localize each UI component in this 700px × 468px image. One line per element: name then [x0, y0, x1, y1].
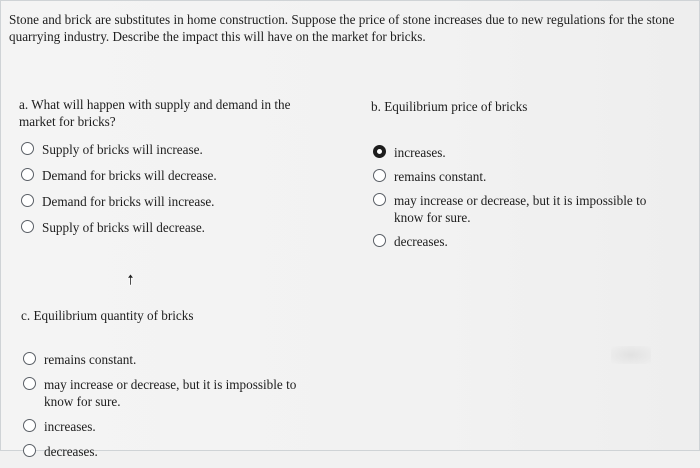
radio-button-icon[interactable] [23, 377, 36, 390]
screen-glare [611, 346, 651, 364]
part-a-option-2[interactable] [21, 167, 217, 193]
part-a-option-1[interactable] [21, 141, 217, 167]
radio-button-icon[interactable] [373, 234, 386, 247]
radio-button-icon[interactable] [21, 220, 34, 233]
radio-button-icon[interactable] [23, 419, 36, 432]
part-c-option-4[interactable] [23, 443, 314, 460]
part-c-title: c. Equilibrium quantity of bricks [21, 308, 194, 323]
part-a-option-3[interactable] [21, 193, 217, 219]
option-label: remains constant. [394, 169, 487, 184]
part-a-option-4[interactable] [21, 219, 217, 245]
option-label: increases. [44, 419, 96, 434]
option-label: Supply of bricks will decrease. [42, 220, 205, 235]
part-c-options [23, 351, 314, 468]
radio-button-icon[interactable] [21, 142, 34, 155]
radio-button-icon[interactable] [21, 168, 34, 181]
part-b-title: b. Equilibrium price of bricks [371, 99, 528, 114]
part-b-options [373, 144, 664, 257]
part-b-option-2[interactable] [373, 168, 664, 185]
mouse-pointer-icon [126, 273, 138, 287]
option-label: Demand for bricks will decrease. [42, 168, 217, 183]
part-a-options [21, 141, 217, 245]
option-label: Demand for bricks will increase. [42, 194, 215, 209]
part-c-option-3[interactable] [23, 418, 314, 435]
option-label: increases. [394, 145, 446, 160]
part-c-option-2[interactable] [23, 376, 314, 410]
option-label: may increase or decrease, but it is impossible to know for sure. [394, 193, 647, 225]
option-label: may increase or decrease, but it is impossible to know for sure. [44, 377, 297, 409]
part-b-option-4[interactable] [373, 233, 664, 250]
radio-button-icon[interactable] [373, 193, 386, 206]
part-b-option-1[interactable] [373, 144, 664, 161]
radio-button-icon[interactable] [21, 194, 34, 207]
part-b-option-3[interactable] [373, 192, 664, 226]
radio-button-icon[interactable] [373, 169, 386, 182]
option-label: decreases. [394, 234, 448, 249]
radio-button-icon[interactable] [23, 352, 36, 365]
part-c-option-1[interactable] [23, 351, 314, 368]
option-label: remains constant. [44, 352, 137, 367]
radio-button-icon[interactable] [373, 145, 386, 158]
option-label: Supply of bricks will increase. [42, 142, 203, 157]
part-a-title: a. What will happen with supply and demand in the market for bricks? [19, 97, 291, 129]
question-prompt: Stone and brick are substitutes in home construction. Suppose the price of stone increases due to new regulations for the stone quarrying industry. Describe the impact this will have on the market for bricks. [9, 12, 675, 44]
option-label: decreases. [44, 444, 98, 459]
